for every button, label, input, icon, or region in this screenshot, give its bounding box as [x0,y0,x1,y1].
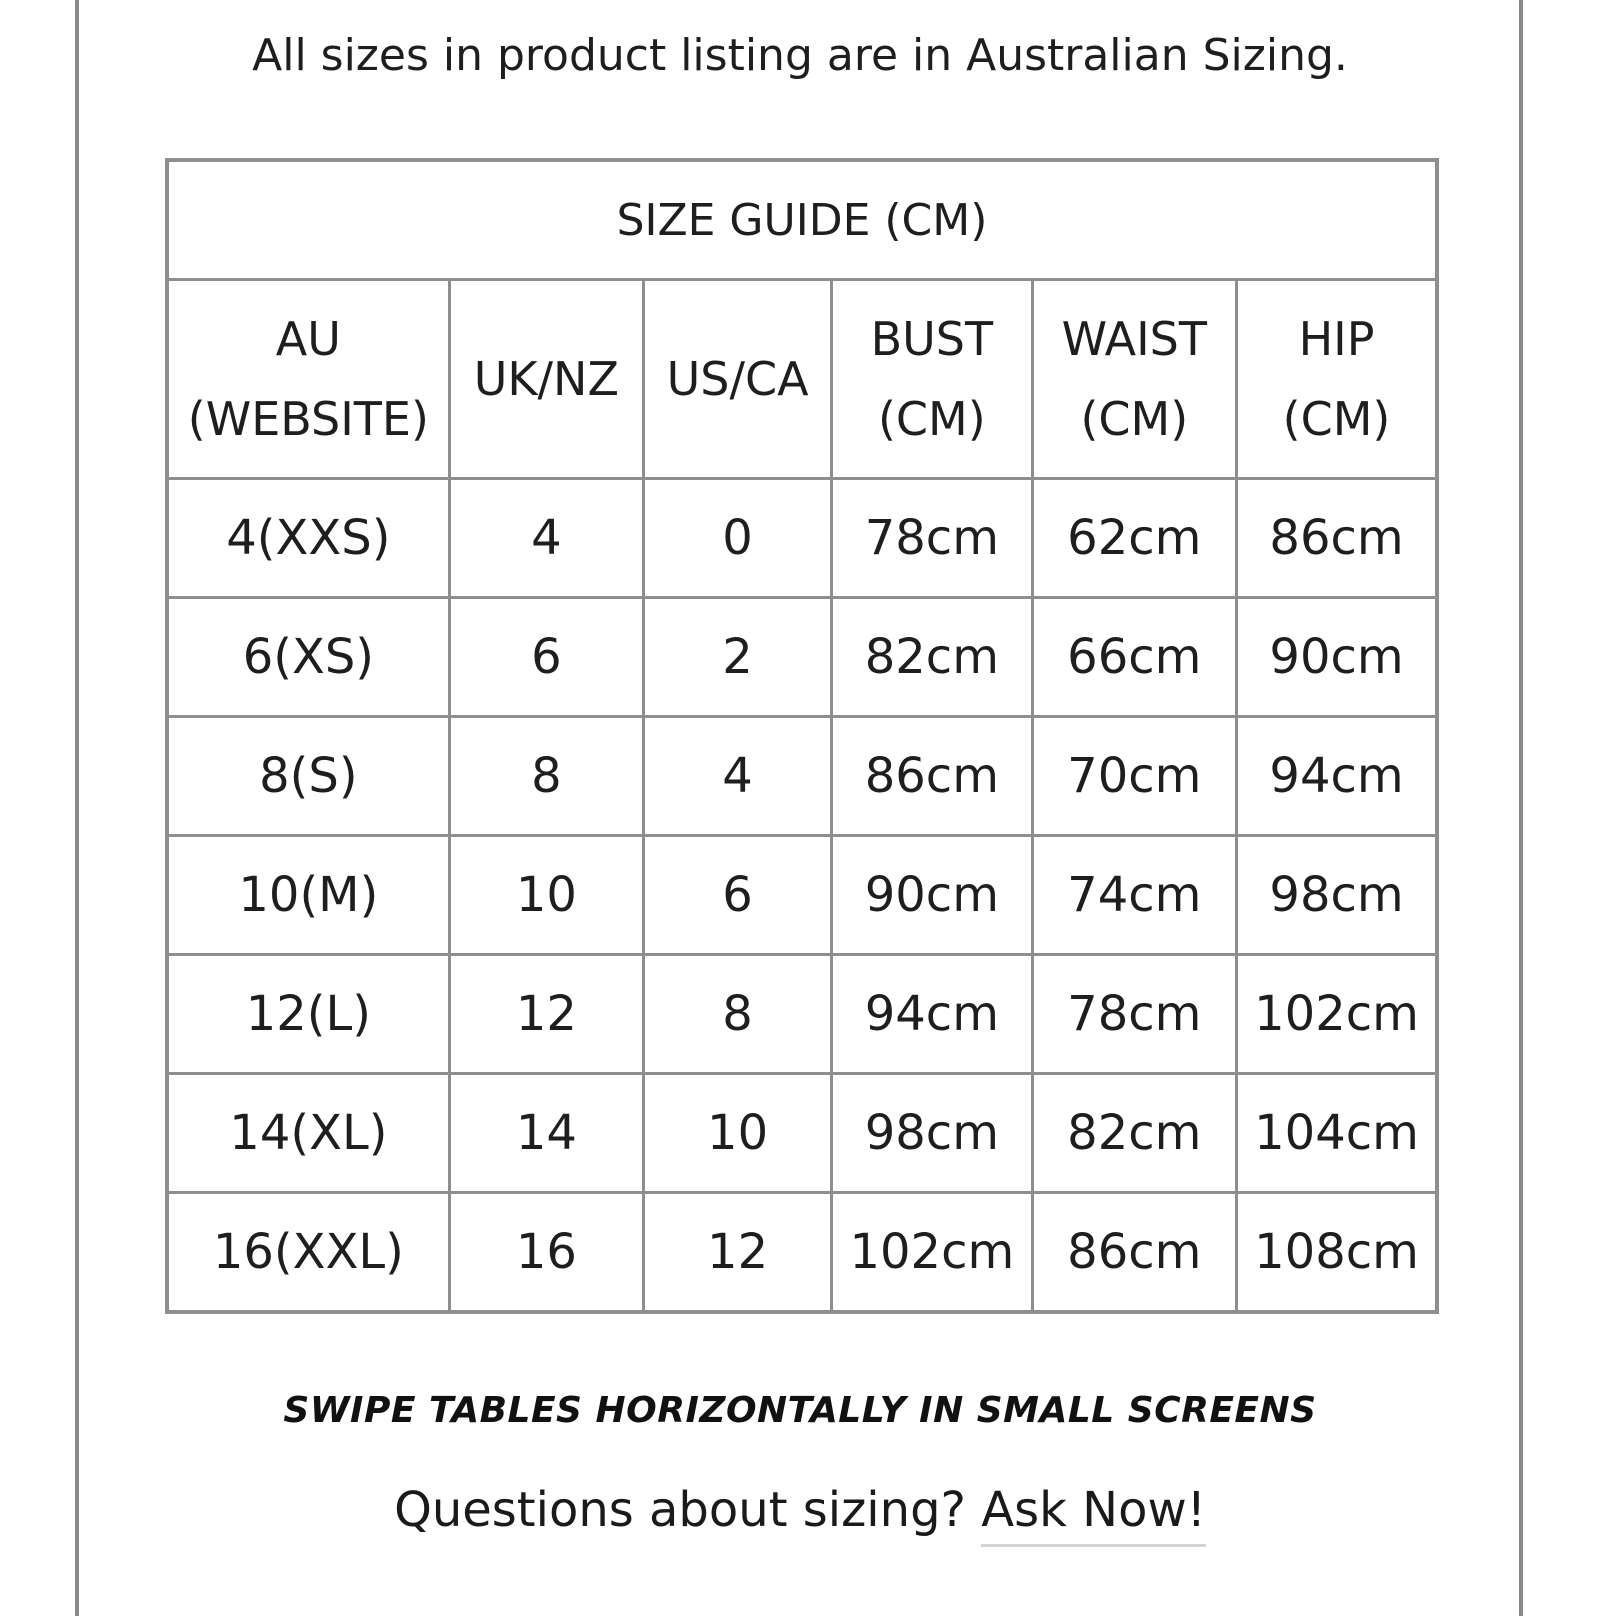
table-cell-bust: 82cm [832,598,1032,717]
table-cell-waist: 86cm [1032,1193,1237,1313]
table-cell-us-ca: 8 [644,955,832,1074]
table-cell-waist: 70cm [1032,717,1237,836]
column-header-line: WAIST [1061,312,1207,366]
table-cell-waist: 82cm [1032,1074,1237,1193]
table-row [167,598,1437,717]
table-title: SIZE GUIDE (CM) [167,160,1437,280]
table-cell-us-ca: 6 [644,836,832,955]
table-row [167,955,1437,1074]
table-row [167,836,1437,955]
table-cell-bust: 86cm [832,717,1032,836]
table-cell-hip: 86cm [1237,479,1437,598]
sizing-intro-text: All sizes in product listing are in Australian Sizing. [252,30,1348,81]
table-cell-au-website: 8(S) [167,717,449,836]
sizing-question-line [0,1480,1600,1547]
column-header-line: UK/NZ [473,352,619,406]
table-cell-au-website: 14(XL) [167,1074,449,1193]
table-cell-bust: 90cm [832,836,1032,955]
table-cell-au-website: 6(XS) [167,598,449,717]
table-cell-us-ca: 2 [644,598,832,717]
table-cell-waist: 62cm [1032,479,1237,598]
table-row [167,1193,1437,1313]
table-cell-hip: 94cm [1237,717,1437,836]
table-cell-bust: 94cm [832,955,1032,1074]
table-cell-hip: 104cm [1237,1074,1437,1193]
question-text: Questions about sizing? [394,1482,982,1538]
table-cell-hip: 108cm [1237,1193,1437,1313]
column-header-au-website [167,280,449,479]
table-cell-uk-nz: 8 [449,717,643,836]
table-cell-us-ca: 0 [644,479,832,598]
table-cell-hip: 102cm [1237,955,1437,1074]
column-header-line: (CM) [877,392,986,446]
table-cell-uk-nz: 16 [449,1193,643,1313]
column-header-line: AU [275,312,341,366]
table-cell-uk-nz: 10 [449,836,643,955]
column-header-us-ca [644,280,832,479]
table-cell-au-website: 12(L) [167,955,449,1074]
size-guide-table [165,158,1439,1314]
table-cell-us-ca: 10 [644,1074,832,1193]
table-cell-waist: 74cm [1032,836,1237,955]
table-cell-hip: 98cm [1237,836,1437,955]
table-cell-au-website: 16(XXL) [167,1193,449,1313]
table-cell-waist: 66cm [1032,598,1237,717]
table-cell-us-ca: 4 [644,717,832,836]
column-header-bust [832,280,1032,479]
table-title-row [167,160,1437,280]
column-header-line: (CM) [1080,392,1189,446]
column-header-waist [1032,280,1237,479]
table-cell-uk-nz: 4 [449,479,643,598]
column-header-uk-nz [449,280,643,479]
table-body [167,479,1437,1313]
table-row [167,717,1437,836]
table-cell-au-website: 4(XXS) [167,479,449,598]
table-header-row [167,280,1437,479]
table-cell-hip: 90cm [1237,598,1437,717]
table-cell-au-website: 10(M) [167,836,449,955]
table-cell-uk-nz: 12 [449,955,643,1074]
table-cell-uk-nz: 14 [449,1074,643,1193]
column-header-line: HIP [1298,312,1375,366]
table-cell-bust: 102cm [832,1193,1032,1313]
swipe-tables-note: SWIPE TABLES HORIZONTALLY IN SMALL SCREENS [283,1390,1317,1431]
column-header-line: US/CA [666,352,809,406]
column-header-line: BUST [870,312,994,366]
table-cell-waist: 78cm [1032,955,1237,1074]
column-header-line: (CM) [1282,392,1391,446]
table-row [167,479,1437,598]
table-cell-bust: 78cm [832,479,1032,598]
ask-now-link[interactable]: Ask Now! [981,1480,1206,1547]
column-header-hip [1237,280,1437,479]
column-header-line: (WEBSITE) [187,392,429,446]
table-cell-us-ca: 12 [644,1193,832,1313]
table-cell-bust: 98cm [832,1074,1032,1193]
table-cell-uk-nz: 6 [449,598,643,717]
table-row [167,1074,1437,1193]
